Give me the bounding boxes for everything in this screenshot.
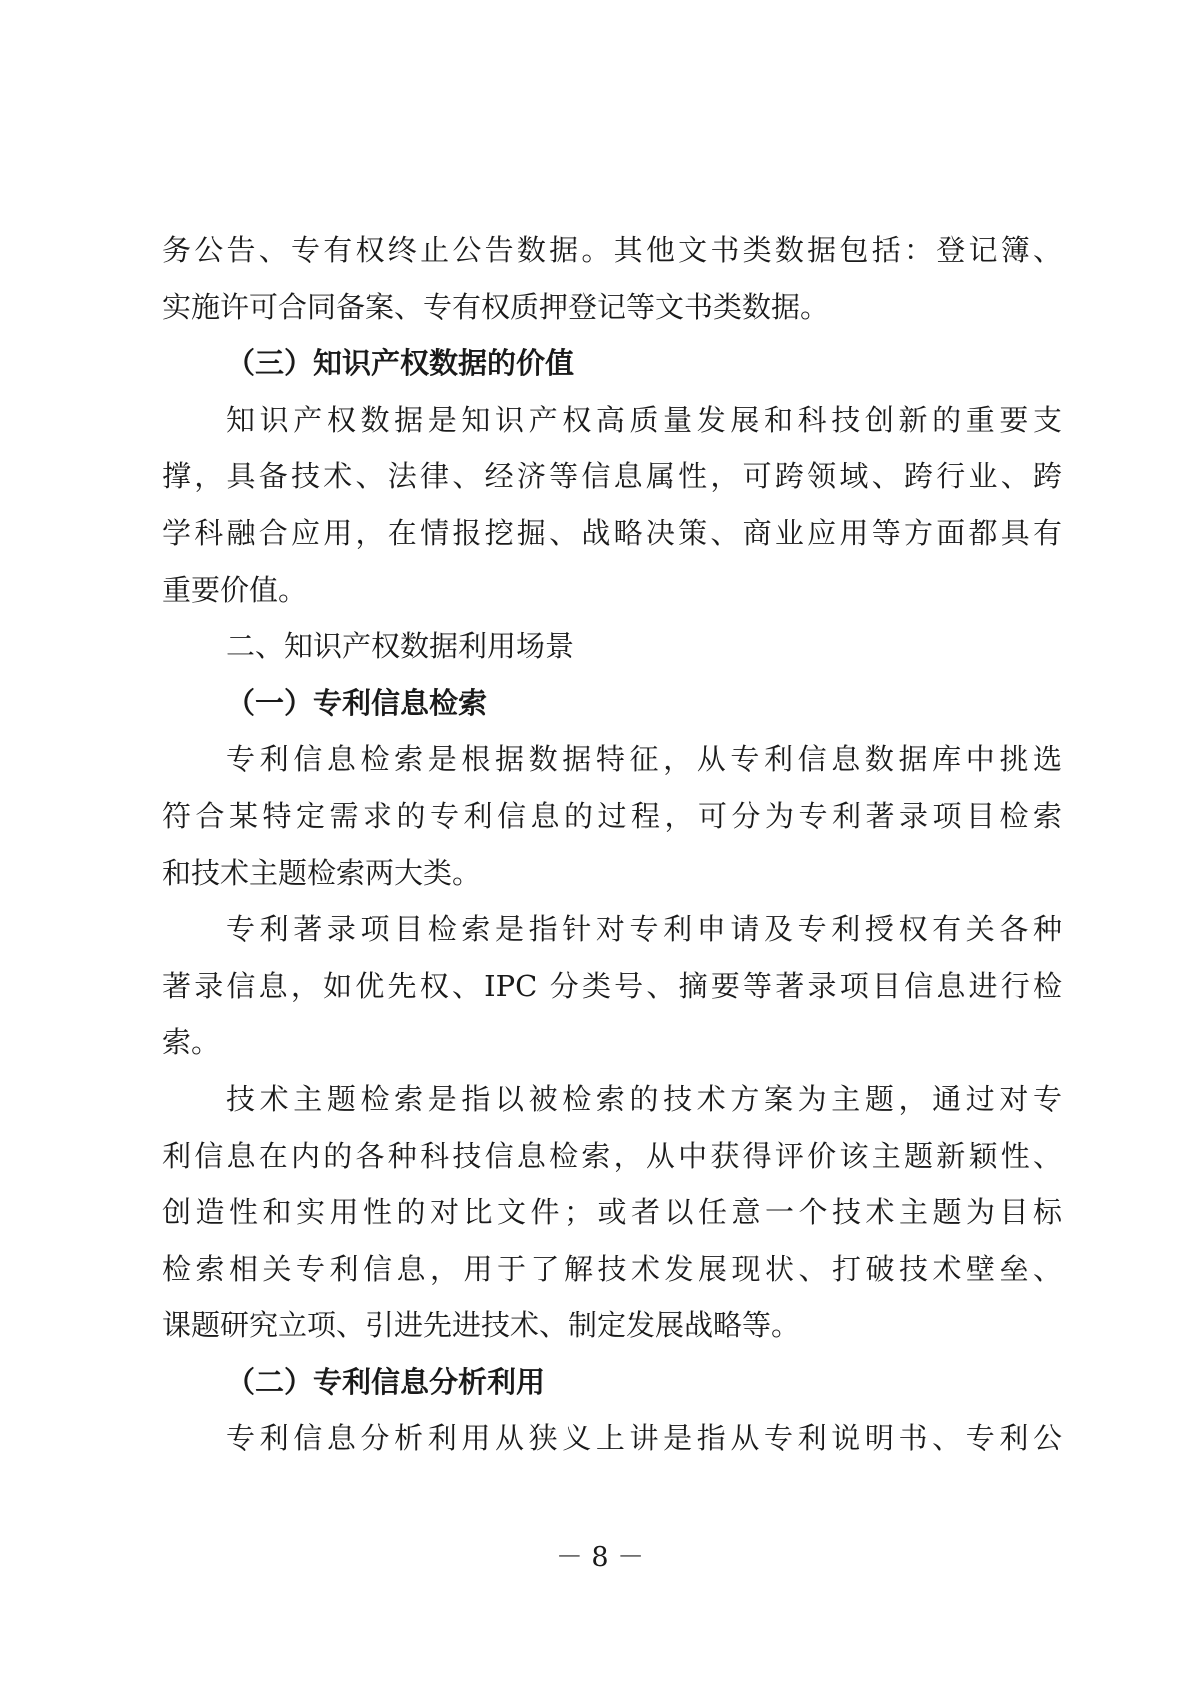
subsection-heading-analysis: （二）专利信息分析利用 (226, 1364, 546, 1399)
paragraph-line: 技术主题检索是指以被检索的技术方案为主题，通过对专 (226, 1081, 1062, 1116)
paragraph-line: 专利信息分析利用从狭义上讲是指从专利说明书、专利公 (226, 1421, 1062, 1456)
paragraph-line: 重要价值。 (162, 572, 308, 607)
paragraph-line: 务公告、专有权终止公告数据。其他文书类数据包括：登记簿、 (162, 233, 1062, 267)
paragraph-line: 撑，具备技术、法律、经济等信息属性，可跨领域、跨行业、跨 (162, 459, 1062, 494)
paragraph-line: 知识产权数据是知识产权高质量发展和科技创新的重要支 (226, 402, 1062, 437)
paragraph-line: 著录信息，如优先权、IPC 分类号、摘要等著录项目信息进行检 (162, 968, 1062, 1003)
paragraph-line: 检索相关专利信息，用于了解技术发展现状、打破技术壁垒、 (162, 1251, 1062, 1286)
paragraph-line: 实施许可合同备案、专有权质押登记等文书类数据。 (162, 289, 830, 324)
paragraph-line: 创造性和实用性的对比文件；或者以任意一个技术主题为目标 (162, 1195, 1062, 1230)
section-heading: 二、知识产权数据利用场景 (226, 629, 575, 664)
paragraph-line: 课题研究立项、引进先进技术、制定发展战略等。 (162, 1308, 801, 1343)
paragraph-line: 索。 (162, 1025, 221, 1060)
paragraph-line: 符合某特定需求的专利信息的过程，可分为专利著录项目检索 (162, 798, 1062, 833)
subsection-heading-retrieval: （一）专利信息检索 (226, 685, 488, 720)
paragraph-line: 和技术主题检索两大类。 (162, 855, 482, 890)
page-number: － 8 － (555, 1542, 645, 1573)
paragraph-line: 专利信息检索是根据数据特征，从专利信息数据库中挑选 (226, 742, 1062, 777)
paragraph-line: 专利著录项目检索是指针对专利申请及专利授权有关各种 (226, 912, 1062, 947)
paragraph-line: 利信息在内的各种科技信息检索，从中获得评价该主题新颖性、 (162, 1138, 1062, 1173)
body-text (162, 222, 1062, 1467)
subsection-heading-value: （三）知识产权数据的价值 (226, 346, 575, 381)
paragraph-line: 学科融合应用，在情报挖掘、战略决策、商业应用等方面都具有 (162, 515, 1062, 550)
